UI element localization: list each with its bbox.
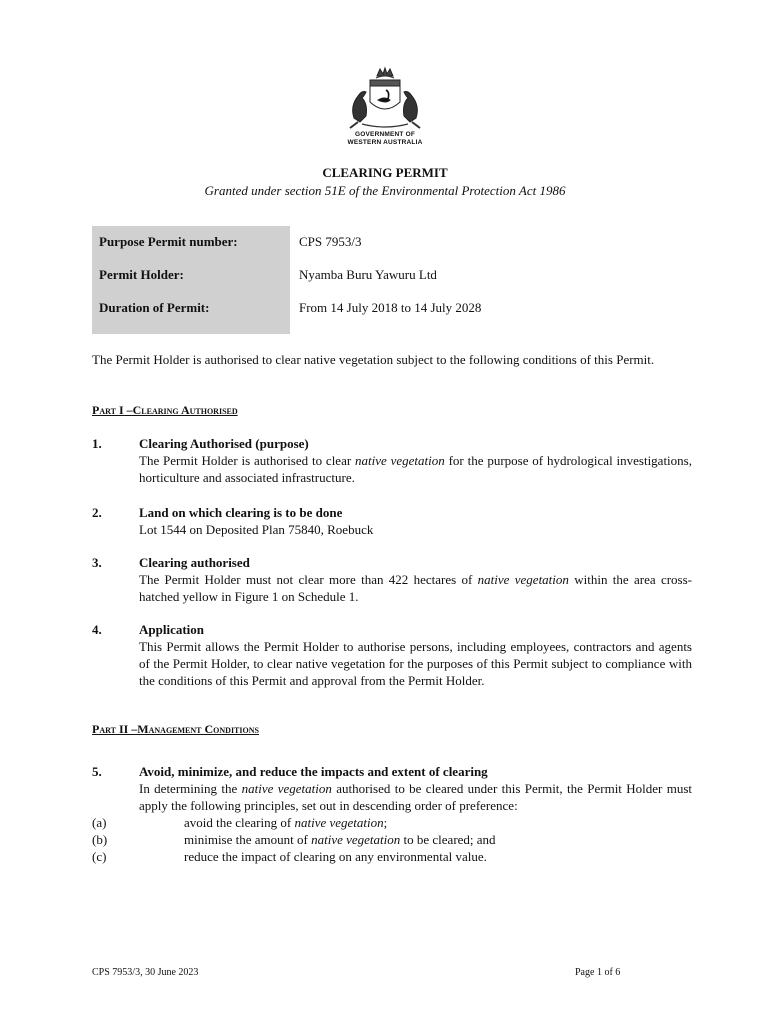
clause-heading: Clearing authorised xyxy=(139,555,250,570)
clause-3 xyxy=(92,554,692,605)
list-item xyxy=(92,831,692,848)
info-label: Duration of Permit: xyxy=(99,300,210,315)
list-item xyxy=(92,814,692,831)
clause-1 xyxy=(92,435,692,486)
clause-heading: Avoid, minimize, and reduce the impacts and extent of clearing xyxy=(139,764,488,779)
part-1-heading: Part I –Clearing Authorised xyxy=(92,403,238,417)
clause-number: 1. xyxy=(92,436,102,451)
clause-heading: Application xyxy=(139,622,205,637)
part-2-heading: Part II –Management Conditions xyxy=(92,722,259,736)
clause-5 xyxy=(92,763,692,814)
footer-page-number: Page 1 of 6 xyxy=(575,967,621,978)
gov-line-2: WESTERN AUSTRALIA xyxy=(347,139,423,146)
clause-2 xyxy=(92,504,692,538)
clause-heading: Clearing Authorised (purpose) xyxy=(139,436,309,451)
document-subtitle: Granted under section 51E of the Environmental Protection Act 1986 xyxy=(204,183,566,198)
footer-reference: CPS 7953/3, 30 June 2023 xyxy=(92,967,199,978)
clause-text: The Permit Holder is authorised to clear native vegetation for the purpose of hydrological investigations, horticulture and associated infrastructure. xyxy=(139,453,692,485)
document-title: CLEARING PERMIT xyxy=(322,165,448,180)
clause-number: 2. xyxy=(92,505,102,520)
info-value: CPS 7953/3 xyxy=(299,234,362,249)
gov-line-1: GOVERNMENT OF xyxy=(354,131,416,138)
clause-text: In determining the native vegetation authorised to be cleared under this Permit, the Permit Holder must apply the following principles, set out in descending order of preference: xyxy=(139,781,693,813)
intro-paragraph: The Permit Holder is authorised to clear native vegetation subject to the following conditions of this Permit. xyxy=(92,352,655,367)
info-label: Permit Holder: xyxy=(99,267,184,282)
clause-5-list xyxy=(92,814,692,865)
clause-number: 4. xyxy=(92,622,102,637)
clause-text: This Permit allows the Permit Holder to authorise persons, including employees, contractors and agents of the Permit Holder, to clear native vegetation for the purposes of this Permit subject to compliance with the conditions of this Permit and approval from the Permit Holder. xyxy=(139,639,692,688)
list-item-label: (c) xyxy=(92,849,107,864)
list-item-label: (a) xyxy=(92,815,107,830)
list-item-text: reduce the impact of clearing on any environmental value. xyxy=(184,849,487,864)
coat-of-arms-logo xyxy=(340,66,430,132)
info-label: Purpose Permit number: xyxy=(99,234,238,249)
list-item-text: minimise the amount of native vegetation to be cleared; and xyxy=(184,832,496,847)
clause-text: Lot 1544 on Deposited Plan 75840, Roebuck xyxy=(139,522,374,537)
clause-number: 5. xyxy=(92,764,102,779)
info-value: Nyamba Buru Yawuru Ltd xyxy=(299,267,437,282)
list-item-label: (b) xyxy=(92,832,108,847)
clause-4 xyxy=(92,621,692,689)
list-item xyxy=(92,848,692,865)
list-item-text: avoid the clearing of native vegetation; xyxy=(184,815,388,830)
info-value: From 14 July 2018 to 14 July 2028 xyxy=(299,300,482,315)
clause-number: 3. xyxy=(92,555,102,570)
clause-text: The Permit Holder must not clear more than 422 hectares of native vegetation within the area cross-hatched yellow in Figure 1 on Schedule 1. xyxy=(139,572,692,604)
clause-heading: Land on which clearing is to be done xyxy=(139,505,343,520)
government-label xyxy=(300,131,470,147)
